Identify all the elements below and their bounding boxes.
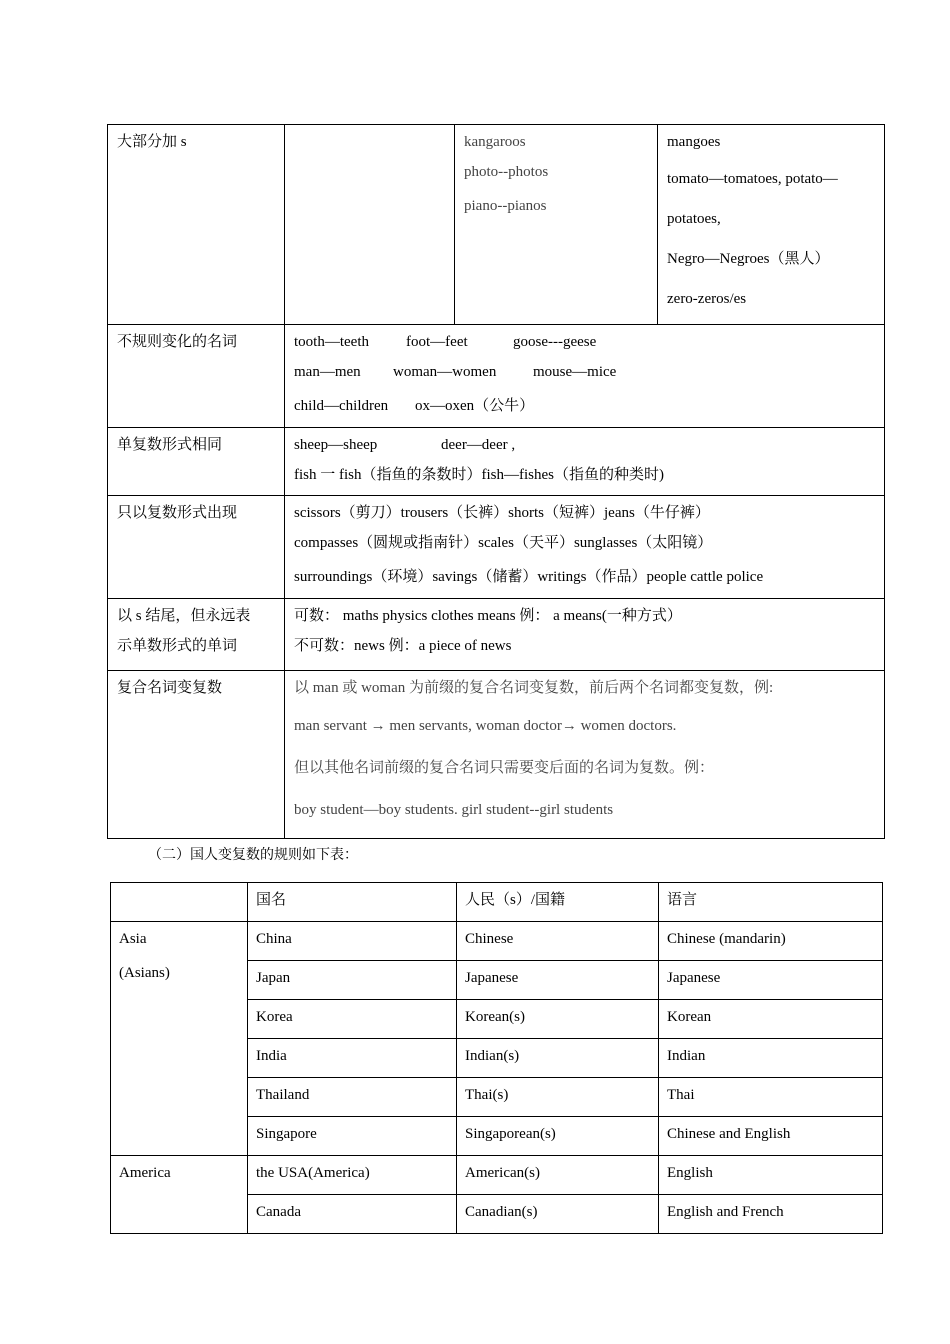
column-header: 国名: [248, 883, 457, 922]
row-label: 大部分加 s: [108, 125, 285, 325]
table-row: [108, 599, 885, 671]
row-label: 单复数形式相同: [108, 428, 285, 496]
plural-rules-table: [107, 124, 885, 839]
example-text: Negro—Negroes（黑人）: [667, 251, 830, 267]
table-row: [108, 671, 885, 839]
example-text: potatoes,: [667, 211, 721, 227]
country-cell: Singapore: [248, 1117, 457, 1156]
example-line: 可数： maths physics clothes means 例： a means(一种方式）: [294, 608, 682, 624]
column-header: 人民（s）/国籍: [457, 883, 659, 922]
table-cell: [285, 671, 885, 839]
language-cell: Chinese and English: [659, 1117, 883, 1156]
language-cell: Thai: [659, 1078, 883, 1117]
people-cell: Canadian(s): [457, 1195, 659, 1234]
region-cell: America: [111, 1156, 248, 1234]
table-header-row: [111, 883, 883, 922]
table-cell: [285, 325, 885, 428]
table-row: [108, 428, 885, 496]
table-row: [111, 922, 883, 961]
table-cell: [285, 599, 885, 671]
language-cell: English and French: [659, 1195, 883, 1234]
table-cell: [285, 428, 885, 496]
people-cell: Indian(s): [457, 1039, 659, 1078]
country-cell: Japan: [248, 961, 457, 1000]
table-cell: [285, 496, 885, 599]
example-line: compasses（圆规或指南针）scales（天平）sunglasses（太阳镜）: [294, 535, 713, 551]
people-cell: Thai(s): [457, 1078, 659, 1117]
people-cell: Singaporean(s): [457, 1117, 659, 1156]
example-line: 但以其他名词前缀的复合名词只需要变后面的名词为复数。例：: [294, 760, 715, 776]
example-line: sheep—sheep deer—deer ,: [294, 437, 516, 453]
example-text: zero-zeros/es: [667, 291, 747, 307]
section-caption: （二）国人变复数的规则如下表：: [148, 848, 358, 863]
row-label: 不规则变化的名词: [108, 325, 285, 428]
column-header: 语言: [659, 883, 883, 922]
table-row: [108, 125, 885, 325]
table-cell: [658, 125, 885, 325]
example-text: kangaroos: [464, 134, 526, 150]
table-row: [111, 1156, 883, 1195]
table-row: [108, 325, 885, 428]
example-line: 以 man 或 woman 为前缀的复合名词变复数，前后两个名词都变复数，例:: [294, 680, 774, 696]
language-cell: Korean: [659, 1000, 883, 1039]
example-line: surroundings（环境）savings（储蓄）writings（作品）people cattle police: [294, 569, 764, 585]
example-text: photo--photos: [464, 164, 549, 180]
region-cell: Asia (Asians): [111, 922, 248, 1156]
language-cell: English: [659, 1156, 883, 1195]
people-cell: Japanese: [457, 961, 659, 1000]
example-line: tooth—teeth foot—feet goose---geese: [294, 334, 597, 350]
country-cell: China: [248, 922, 457, 961]
example-line: scissors（剪刀）trousers（长裤）shorts（短裤）jeans（牛仔裤）: [294, 505, 710, 521]
example-line: fish 一 fish（指鱼的条数时）fish—fishes（指鱼的种类时): [294, 467, 664, 483]
row-label: 只以复数形式出现: [108, 496, 285, 599]
country-cell: the USA(America): [248, 1156, 457, 1195]
row-label: 以 s 结尾，但永远表 示单数形式的单词: [108, 599, 285, 671]
row-label: 复合名词变复数: [108, 671, 285, 839]
nationality-table: [110, 882, 883, 1234]
language-cell: Chinese (mandarin): [659, 922, 883, 961]
language-cell: Japanese: [659, 961, 883, 1000]
example-text: mangoes: [667, 134, 721, 150]
empty-cell: [285, 125, 455, 325]
example-text: piano--pianos: [464, 198, 547, 214]
language-cell: Indian: [659, 1039, 883, 1078]
example-line: child—children ox—oxen（公牛）: [294, 398, 535, 414]
country-cell: Canada: [248, 1195, 457, 1234]
country-cell: India: [248, 1039, 457, 1078]
people-cell: American(s): [457, 1156, 659, 1195]
example-line: man servant → men servants, woman doctor→ women doctors.: [294, 718, 677, 734]
column-header: [111, 883, 248, 922]
country-cell: Thailand: [248, 1078, 457, 1117]
example-line: boy student—boy students. girl student--girl students: [294, 802, 614, 818]
example-text: tomato—tomatoes, potato—: [667, 171, 838, 187]
country-cell: Korea: [248, 1000, 457, 1039]
example-line: man—men woman—women mouse—mice: [294, 364, 617, 380]
table-row: [108, 496, 885, 599]
example-line: 不可数：news 例：a piece of news: [294, 638, 512, 654]
people-cell: Chinese: [457, 922, 659, 961]
table-cell: [455, 125, 658, 325]
people-cell: Korean(s): [457, 1000, 659, 1039]
